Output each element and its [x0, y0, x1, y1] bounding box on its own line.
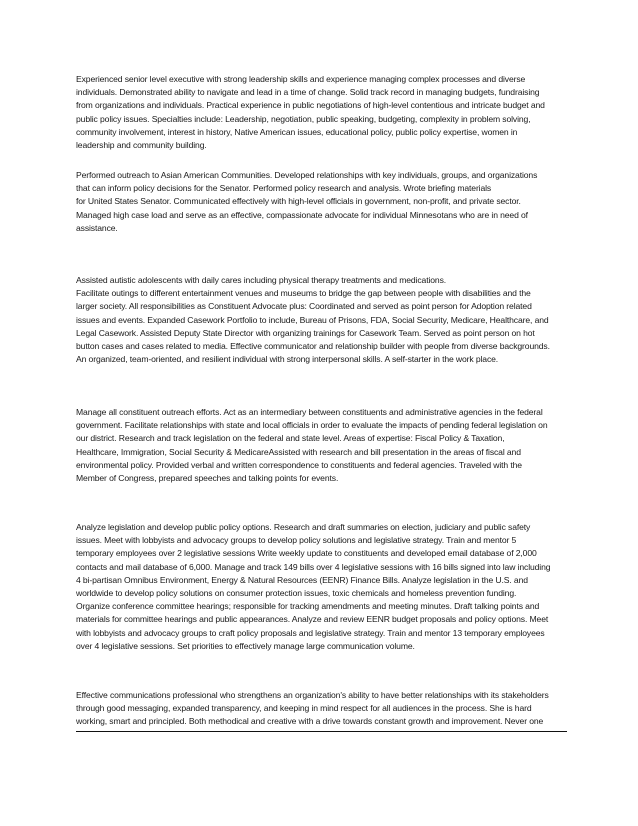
text-line: Performed outreach to Asian American Communities. Developed relationships with key individuals, groups, and organizations	[76, 170, 538, 180]
text-line: Facilitate outings to different entertainment venues and museums to bridge the gap between people with disabilities and the	[76, 288, 531, 299]
summary-paragraph	[76, 73, 568, 152]
text-line: environmental policy. Provided verbal and written correspondence to constituents and federal agencies. Traveled with the	[76, 459, 522, 470]
text-line: issues. Meet with lobbyists and advocacy groups to develop policy solutions and legislative strategy. Train and mentor 5	[76, 535, 517, 546]
text-line: assistance.	[76, 222, 118, 233]
text-line: contacts and mail database of 6,000. Manage and track 149 bills over 4 legislative sessions with 16 bills signed into law including	[76, 561, 551, 572]
text-line: temporary employees over 2 legislative sessions Write weekly update to constituents and developed email database of 2,000	[76, 548, 537, 559]
legislative-analysis-paragraph	[76, 521, 568, 653]
text-line: Effective communications professional who strengthens an organization's ability to have better relationships with its stakeholders	[76, 690, 549, 700]
text-line: leadership and community building.	[76, 140, 207, 151]
text-line: public policy issues. Specialties include: Leadership, negotiation, public speaking, budgeting, complexity in problem solving,	[76, 113, 531, 124]
constituent-outreach-paragraph	[76, 406, 568, 485]
text-line: Managed high case load and serve as an effective, compassionate advocate for individual Minnesotans who are in need of	[76, 209, 528, 220]
text-line: An organized, team-oriented, and resilient individual with strong interpersonal skills. A self-starter in the work place.	[76, 354, 499, 365]
text-line: our district. Research and track legislation on the federal and state level. Areas of expertise: Fiscal Policy & Taxation,	[76, 433, 505, 444]
text-line: Assisted autistic adolescents with daily cares including physical therapy treatments and medications.	[76, 275, 447, 285]
text-line: Organize conference committee hearings; responsible for tracking amendments and meeting minutes. Draft talking points and	[76, 601, 540, 612]
text-line: community involvement, interest in history, Native American issues, educational policy, public policy expertise, women in	[76, 126, 518, 137]
constituent-advocate-paragraph	[76, 274, 568, 366]
text-line: 4 bi-partisan Omnibus Environment, Energy & Natural Resources (EENR) Finance Bills. Analyze legislation in the U.S. and	[76, 574, 528, 585]
text-line: larger society. All responsibilities as Constituent Advocate plus: Coordinated and served as point person for Adoption related	[76, 301, 532, 312]
asian-american-outreach-paragraph	[76, 169, 568, 235]
text-line: worldwide to develop policy solutions on consumer protection issues, toxic chemicals and homeless prevention funding.	[76, 588, 517, 599]
text-line: Experienced senior level executive with strong leadership skills and experience managing complex processes and diverse	[76, 74, 526, 84]
text-line: Legal Casework. Assisted Deputy State Director with organizing trainings for Casework Team. Served as point person on hot	[76, 327, 535, 338]
text-line: Member of Congress, prepared speeches and talking points for events.	[76, 473, 339, 484]
bottom-divider	[76, 731, 567, 732]
text-line: button cases and cases related to media. Effective communicator and relationship builder with people from diverse backgrounds.	[76, 341, 550, 352]
text-line: from organizations and individuals. Practical experience in public negotiations of high-level contentious and intricate budget and	[76, 100, 545, 111]
text-line: Analyze legislation and develop public policy options. Research and draft summaries on election, judiciary and public safety	[76, 522, 531, 532]
text-line: issues and events. Expanded Casework Portfolio to include, Bureau of Prisons, FDA, Social Security, Medicare, Healthcare, and	[76, 314, 549, 325]
text-line: over 4 legislative sessions. Set priorities to effectively manage large communication volume.	[76, 640, 415, 651]
text-line: for United States Senator. Communicated effectively with high-level officials in government, non-profit, and private sector.	[76, 196, 521, 207]
communications-paragraph	[76, 689, 568, 729]
text-line: Manage all constituent outreach efforts. Act as an intermediary between constituents and administrative agencies in the federal	[76, 407, 543, 417]
text-line: working, smart and principled. Both methodical and creative with a drive towards constant growth and improvement. Never one	[76, 716, 544, 727]
text-line: that can inform policy decisions for the Senator. Performed policy research and analysis. Wrote briefing materials	[76, 183, 492, 194]
text-line: government. Facilitate relationships with state and local officials in order to evaluate the impacts of pending federal legislation on	[76, 420, 548, 431]
text-line: with lobbyists and advocacy groups to craft policy proposals and legislative strategy. Train and mentor 13 temporary employees	[76, 627, 545, 638]
text-line: through good messaging, expanded transparency, and keeping in mind respect for all audiences in the process. She is hard	[76, 703, 532, 714]
text-line: Healthcare, Immigration, Social Security & MedicareAssisted with research and bill presentation in the areas of fiscal and	[76, 446, 521, 457]
text-line: individuals. Demonstrated ability to navigate and lead in a time of change. Solid track record in managing budgets, fundraising	[76, 87, 540, 98]
text-line: materials for committee hearings and public appearances. Analyze and review EENR budget proposals and policy options. Meet	[76, 614, 549, 625]
